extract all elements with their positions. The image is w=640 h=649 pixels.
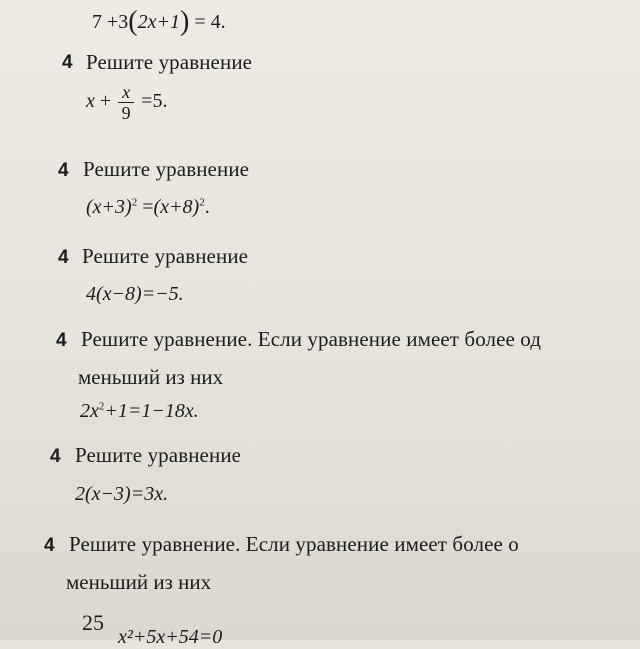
fraction: $\frac{x}{9}$ — [118, 82, 134, 123]
equation-3: $(x+3)^2 =(x+8)^2$. — [86, 196, 210, 218]
problem-number: 4 — [58, 160, 69, 181]
problem-number: 4 — [58, 247, 69, 268]
problem-heading: Решите уравнение. Если уравнение имеет более од — [81, 327, 542, 351]
problem-heading: Решите уравнение. Если уравнение имеет более о — [69, 532, 519, 556]
problem-heading: Решите уравнение — [82, 244, 249, 268]
equation-1: 7 +3(2x+1) = 4. — [92, 6, 226, 37]
equation-7-coefficient: 25 — [82, 610, 104, 635]
problem-line: меньший из них — [66, 570, 212, 594]
problem-number: 4 — [62, 52, 73, 73]
problem-heading: Решите уравнение — [86, 50, 253, 74]
equation-4: 4(x−8)=−5. — [86, 283, 184, 305]
problem-number: 4 — [50, 446, 61, 467]
problem-heading: Решите уравнение — [75, 443, 242, 467]
problem-line: меньший из них — [78, 365, 224, 389]
problem-number: 4 — [56, 330, 67, 351]
equation-2: x + $\frac{x}{9}$ =5. — [86, 82, 168, 123]
equation-5: $2x^2+1=1-18x$. — [80, 400, 199, 422]
problem-heading: Решите уравнение — [83, 157, 250, 181]
equation-6: 2(x−3)=3x. — [75, 483, 169, 505]
equation-7-partial: x²+5x+54=0 — [118, 626, 223, 648]
problem-number: 4 — [44, 535, 55, 556]
